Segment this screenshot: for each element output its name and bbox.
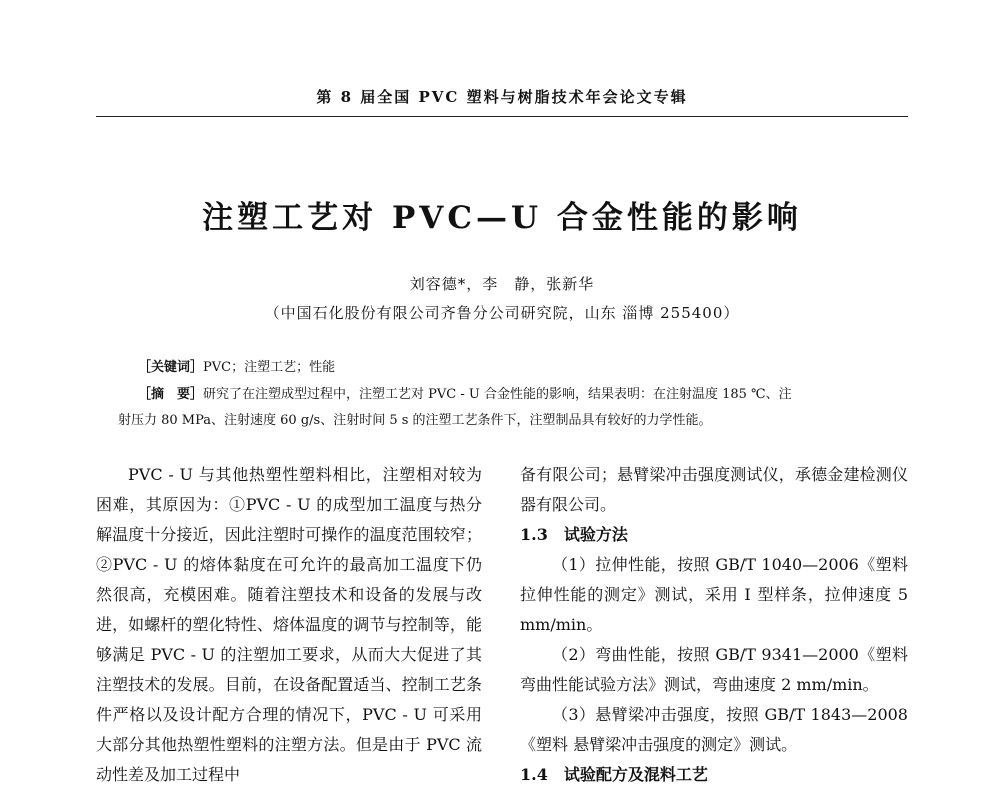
test-method-flexural: （2）弯曲性能，按照 GB/T 9341—2000《塑料弯曲性能试验方法》测试，弯曲速度 2 mm/min。: [520, 645, 908, 694]
abstract-line-2: 射压力 80 MPa、注射速度 60 g/s、注射时间 5 s 的注塑工艺条件下，注塑制品具有较好的力学性能。: [118, 413, 712, 428]
left-column: [96, 460, 482, 790]
keywords-text: PVC；注塑工艺；性能: [203, 360, 336, 375]
header-rule: [96, 116, 908, 117]
abstract-line-1: [138, 384, 908, 406]
test-method-impact: （3）悬臂梁冲击强度，按照 GB/T 1843—2008《塑料 悬臂梁冲击强度的测定》测试。: [520, 705, 908, 754]
keywords-label: ［关键词］: [138, 360, 204, 375]
section-heading-1-4: 1.4 试验配方及混料工艺: [520, 765, 708, 784]
keywords: [138, 357, 908, 379]
abstract-label: ［摘 要］: [138, 387, 204, 402]
section-heading-1-3: 1.3 试验方法: [520, 525, 628, 544]
intro-paragraph: PVC - U 与其他热塑性塑料相比，注塑相对较为困难，其原因为：①PVC - U 的成型加工温度与热分解温度十分接近，因此注塑时可操作的温度范围较窄；②PVC - U 的熔体黏度在可允许的最高加工温度下仍然很高，充模困难。随着注塑技术和设备的发展与改进，如螺杆的塑化特性、熔体温度的调节与控制等，能够满足 PVC - U 的注塑加工要求，从而大大促进了其注塑技术的发展。目前，在设备配置适当、控制工艺条件严格以及设计配方合理的情况下，PVC - U 可采用大部分其他热塑性塑料的注塑方法。但是由于 PVC 流动性差及加工过程中: [96, 465, 482, 784]
authors: 刘容德*，李 静，张新华: [409, 275, 595, 293]
test-method-tensile: （1）拉伸性能，按照 GB/T 1040—2006《塑料 拉伸性能的测定》测试，采用 Ⅰ 型样条，拉伸速度 5 mm/min。: [520, 555, 908, 634]
equipment-paragraph-end: 备有限公司；悬臂梁冲击强度测试仪，承德金建检测仪器有限公司。: [520, 465, 908, 514]
right-column: [520, 460, 908, 790]
affiliation: （中国石化股份有限公司齐鲁分公司研究院，山东 淄博 255400）: [264, 304, 740, 322]
paper-title: 注塑工艺对 PVC—U 合金性能的影响: [202, 200, 802, 236]
abstract-text-1: 研究了在注塑成型过程中，注塑工艺对 PVC - U 合金性能的影响，结果表明：在注射温度 185 ℃、注: [203, 387, 792, 402]
journal-header: 第 8 届全国 PVC 塑料与树脂技术年会论文专辑: [316, 88, 688, 106]
